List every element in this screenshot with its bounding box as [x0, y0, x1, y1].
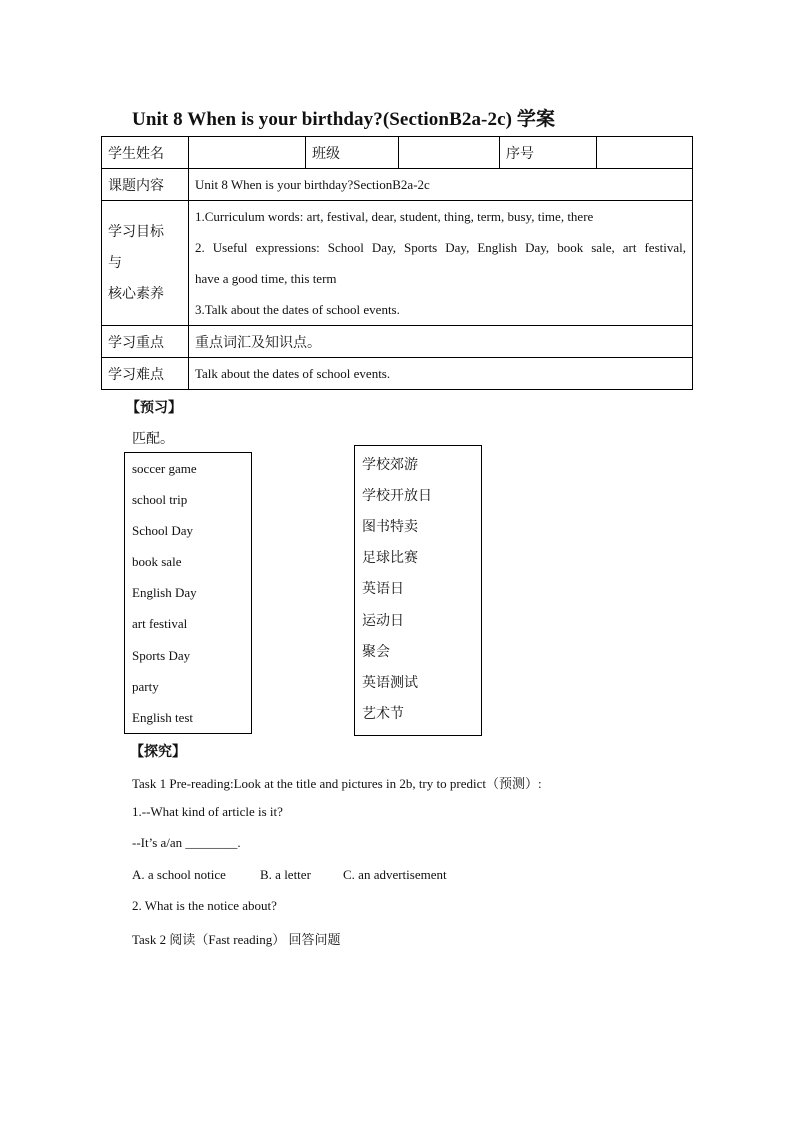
goal-line: 3.Talk about the dates of school events.	[195, 302, 400, 317]
topic-value: Unit 8 When is your birthday?SectionB2a-2c	[189, 169, 693, 201]
list-item: book sale	[132, 554, 182, 569]
topic-label: 课题内容	[102, 169, 189, 201]
list-item: art festival	[132, 616, 188, 631]
goals-label-line: 与	[108, 255, 122, 271]
table-row	[102, 326, 693, 358]
preview-instruction: 匹配。	[132, 432, 174, 447]
list-item: School Day	[132, 523, 194, 538]
page-title: Unit 8 When is your birthday?(SectionB2a-2c) 学案	[132, 109, 556, 130]
list-item: 图书特卖	[362, 520, 418, 535]
list-item: 学校开放日	[362, 489, 432, 504]
explore-heading: 【探究】	[130, 745, 186, 760]
key-points-value: 重点词汇及知识点。	[189, 326, 693, 358]
task2-text: Task 2 阅读（Fast reading） 回答问题	[132, 932, 341, 947]
list-item: school trip	[132, 492, 188, 507]
list-item: 英语日	[362, 582, 404, 597]
list-item: 运动日	[362, 614, 404, 629]
key-points-label: 学习重点	[102, 326, 189, 358]
list-item: 聚会	[362, 645, 390, 660]
table-row	[102, 137, 693, 169]
question-1-answer: --It’s a/an ________.	[132, 835, 241, 850]
option-b: B. a letter	[260, 867, 311, 882]
info-table	[101, 136, 693, 390]
student-name-label: 学生姓名	[102, 137, 189, 169]
seat-label: 序号	[500, 137, 597, 169]
table-row	[102, 201, 693, 326]
goal-line: 1.Curriculum words: art, festival, dear, student, thing, term, busy, time, there	[195, 209, 594, 224]
difficulty-label: 学习难点	[102, 358, 189, 390]
list-item: soccer game	[132, 461, 197, 476]
goals-content	[189, 201, 693, 326]
goals-label-line: 学习目标	[108, 224, 164, 240]
english-items-box	[124, 452, 252, 734]
chinese-items-box	[354, 445, 482, 736]
goals-label	[102, 201, 189, 326]
task1-text: Task 1 Pre-reading:Look at the title and pictures in 2b, try to predict（预测）:	[132, 776, 542, 791]
student-name-field[interactable]	[189, 137, 306, 169]
option-c: C. an advertisement	[343, 867, 447, 882]
goals-label-line: 核心素养	[108, 286, 164, 302]
table-row	[102, 358, 693, 390]
list-item: 艺术节	[362, 707, 404, 722]
class-field[interactable]	[399, 137, 500, 169]
class-label: 班级	[306, 137, 399, 169]
goal-line: have a good time, this term	[195, 271, 337, 286]
question-2: 2. What is the notice about?	[132, 898, 277, 913]
list-item: English Day	[132, 585, 197, 600]
preview-heading: 【预习】	[126, 401, 182, 416]
seat-field[interactable]	[597, 137, 693, 169]
list-item: English test	[132, 710, 194, 725]
list-item: 足球比赛	[362, 551, 418, 566]
table-row	[102, 169, 693, 201]
difficulty-value: Talk about the dates of school events.	[189, 358, 693, 390]
list-item: party	[132, 679, 159, 694]
list-item: 学校郊游	[362, 458, 418, 473]
question-1: 1.--What kind of article is it?	[132, 804, 283, 819]
list-item: Sports Day	[132, 648, 191, 663]
goal-line: 2. Useful expressions: School Day, Sports Day, English Day, book sale, art festival,	[195, 240, 686, 255]
option-a: A. a school notice	[132, 867, 226, 882]
list-item: 英语测试	[362, 676, 418, 691]
